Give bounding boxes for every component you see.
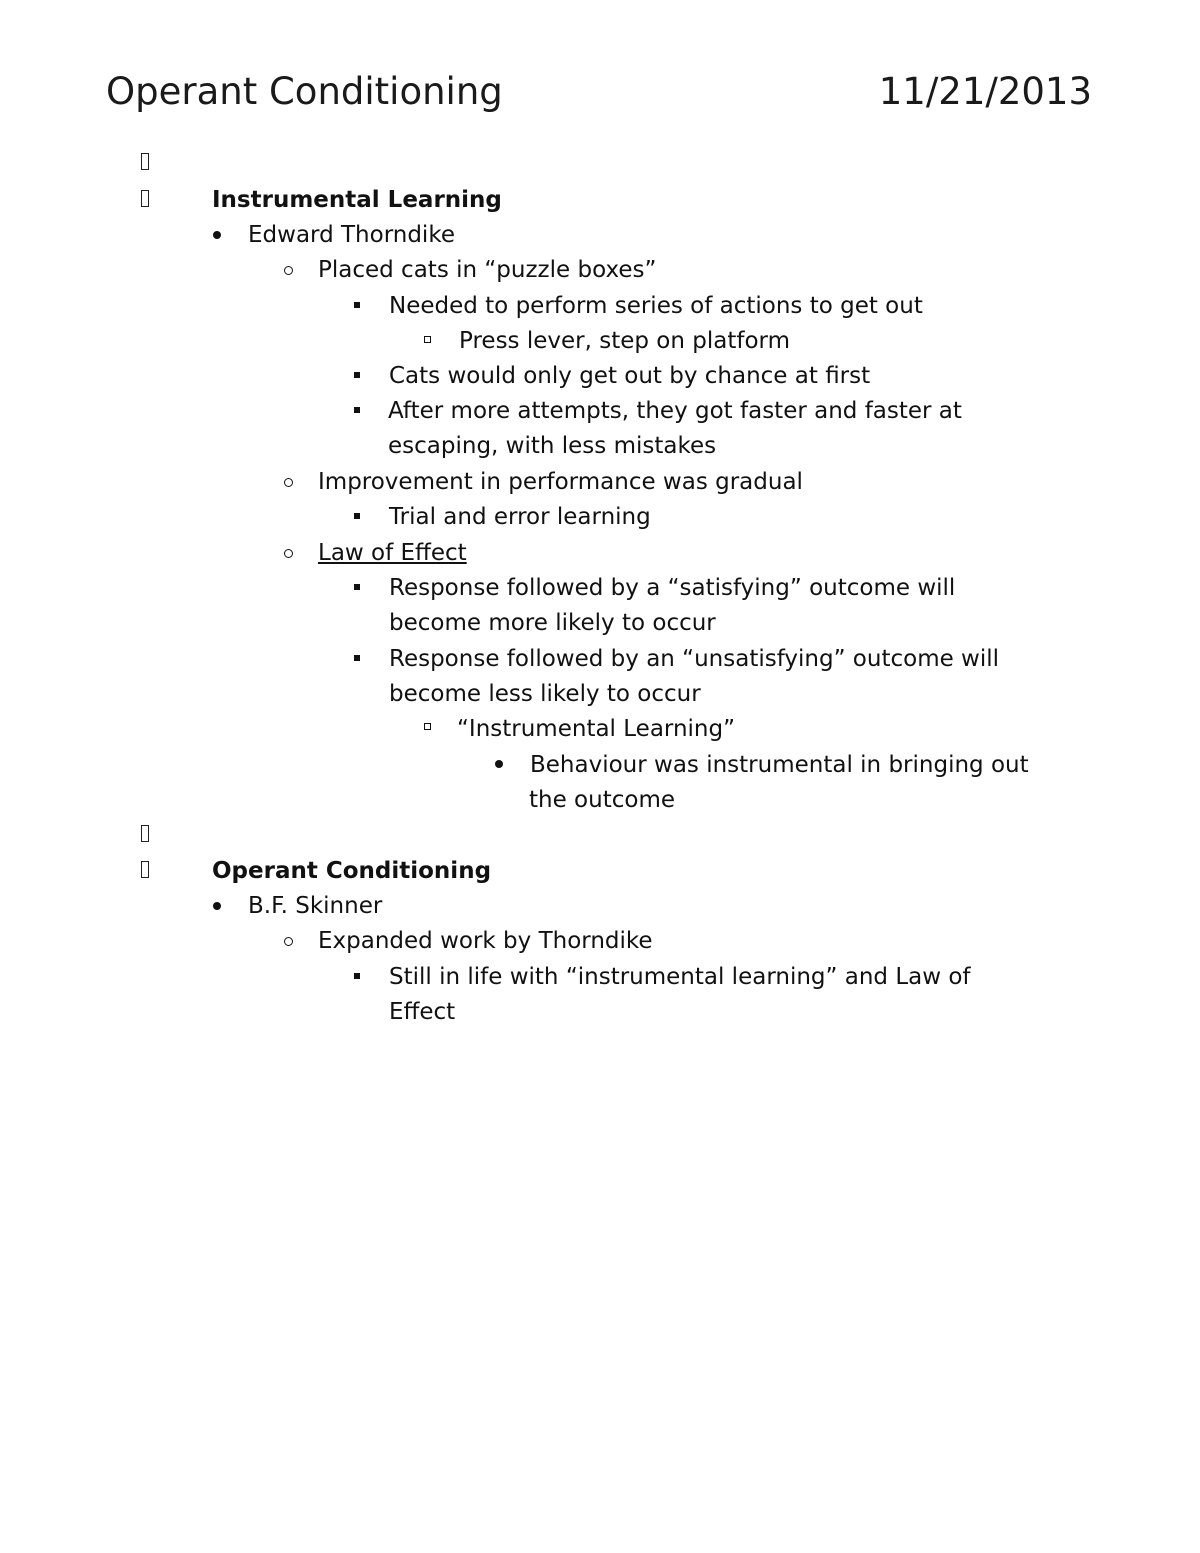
list-item-continuation: become more likely to occur	[389, 610, 716, 636]
bullet-disc-icon	[213, 231, 221, 239]
list-item: Expanded work by Thorndike	[318, 928, 653, 954]
list-item: Behaviour was instrumental in bringing out	[530, 752, 1029, 778]
list-item-continuation: Effect	[389, 999, 456, 1025]
list-item: Trial and error learning	[389, 504, 651, 530]
list-item: Cats would only get out by chance at first	[389, 363, 871, 389]
bullet-square-icon	[354, 584, 360, 590]
bullet-square-icon	[354, 973, 360, 979]
list-item: Still in life with “instrumental learning” and Law of	[389, 964, 971, 990]
list-item: Response followed by a “satisfying” outcome will	[389, 575, 956, 601]
missing-glyph-icon	[141, 861, 149, 878]
list-item: Response followed by an “unsatisfying” outcome will	[389, 646, 1000, 672]
list-item: “Instrumental Learning”	[457, 716, 736, 742]
bullet-hollow-square-icon	[424, 336, 431, 343]
bullet-hollow-square-icon	[424, 723, 431, 730]
missing-glyph-icon	[141, 825, 149, 842]
bullet-disc-icon	[213, 902, 221, 910]
missing-glyph-icon	[141, 190, 149, 207]
bullet-square-icon	[354, 513, 360, 519]
list-item: Needed to perform series of actions to get out	[389, 293, 923, 319]
list-item: Press lever, step on platform	[459, 328, 790, 354]
list-item: After more attempts, they got faster and faster at	[388, 398, 962, 424]
section-heading: Operant Conditioning	[212, 858, 492, 884]
bullet-square-icon	[354, 372, 360, 378]
list-item-continuation: become less likely to occur	[389, 681, 701, 707]
bullet-square-icon	[354, 655, 360, 661]
document-title: Operant Conditioning	[106, 70, 503, 113]
bullet-circle-icon	[284, 478, 293, 487]
bullet-circle-icon	[284, 549, 293, 558]
bullet-disc-icon	[495, 760, 503, 768]
list-item: Placed cats in “puzzle boxes”	[318, 257, 657, 283]
list-item: B.F. Skinner	[248, 893, 383, 919]
bullet-circle-icon	[284, 937, 293, 946]
list-item-continuation: escaping, with less mistakes	[388, 433, 717, 459]
missing-glyph-icon	[141, 153, 149, 170]
list-item: Edward Thorndike	[248, 222, 455, 248]
section-heading: Instrumental Learning	[212, 187, 502, 213]
list-item: Improvement in performance was gradual	[318, 469, 803, 495]
bullet-square-icon	[354, 302, 360, 308]
list-item-continuation: the outcome	[529, 787, 675, 813]
bullet-square-icon	[354, 407, 360, 413]
bullet-circle-icon	[284, 266, 293, 275]
list-item: Law of Effect	[318, 540, 467, 566]
document-date: 11/21/2013	[878, 70, 1092, 113]
